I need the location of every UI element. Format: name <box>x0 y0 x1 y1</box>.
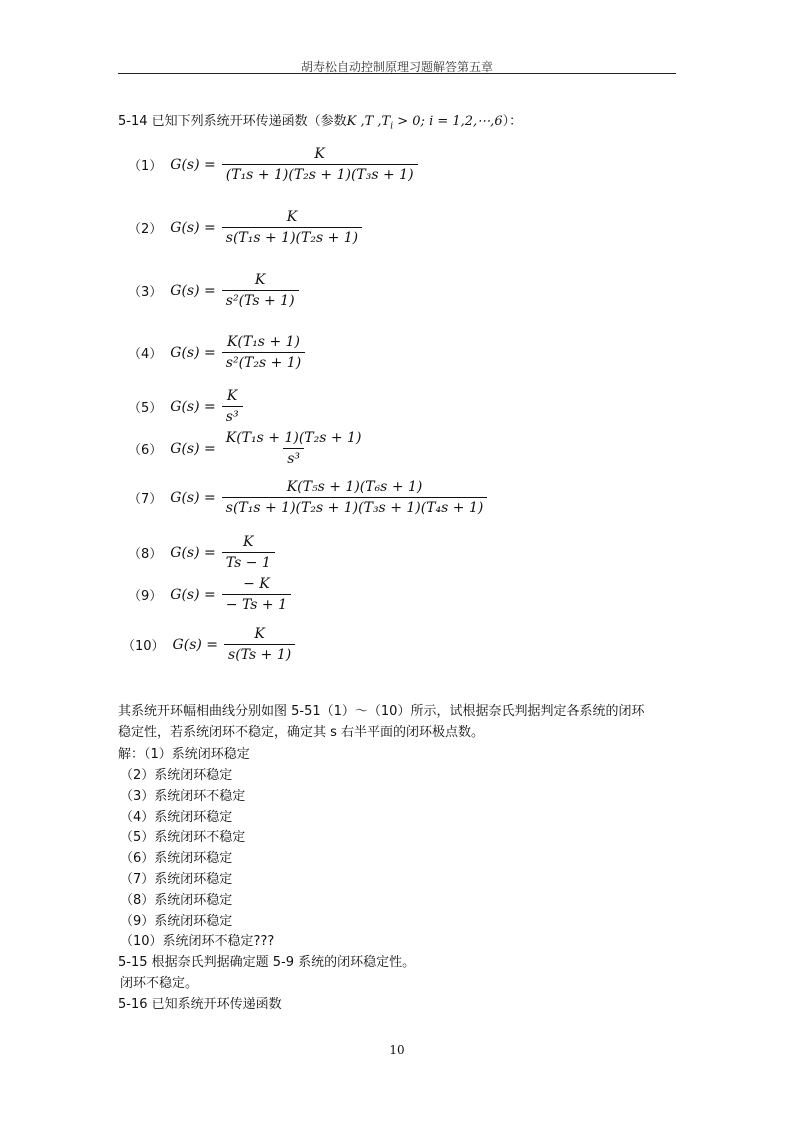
problem-5-14-title <box>118 110 522 132</box>
numerator: K(T₅s + 1)(T₆s + 1) <box>286 479 423 495</box>
answer-line: （6）系统闭环稳定 <box>120 851 233 866</box>
problem-title-text: 5-14 已知下列系统开环传递函数（参数 <box>118 114 347 129</box>
description-line: 其系统开环幅相曲线分别如图 5-51（1）～（10）所示，试根据奈氏判据判定各系统的闭环 <box>118 704 645 719</box>
fraction <box>222 430 366 467</box>
header-rule <box>118 73 676 74</box>
numerator: K <box>254 272 266 288</box>
denominator: (T₁s + 1)(T₂s + 1)(T₃s + 1) <box>222 164 418 183</box>
answer-line: （3）系统闭环不稳定 <box>120 789 246 804</box>
answer-line: （8）系统闭环稳定 <box>120 893 233 908</box>
fraction <box>222 479 488 516</box>
equation-5 <box>128 388 243 425</box>
denominator: s²(T₂s + 1) <box>222 352 305 371</box>
equation-7 <box>128 479 487 516</box>
equation-lhs: G(s) = <box>170 156 216 173</box>
answer-line: （5）系统闭环不稳定 <box>120 830 246 845</box>
answer-line: （2）系统闭环稳定 <box>120 768 233 783</box>
denominator: − Ts + 1 <box>222 594 291 613</box>
equation-lhs: G(s) = <box>170 398 216 415</box>
numerator: K <box>314 146 325 162</box>
equation-lhs: G(s) = <box>170 219 216 236</box>
problem-title-end: ）： <box>502 114 523 129</box>
fraction <box>222 272 299 309</box>
description-line: 稳定性，若系统闭环不稳定，确定其 s 右半平面的闭环极点数。 <box>118 725 485 740</box>
denominator: s(T₁s + 1)(T₂s + 1)(T₃s + 1)(T₄s + 1) <box>222 497 488 516</box>
fraction <box>222 209 362 246</box>
numerator: K(T₁s + 1) <box>226 334 300 350</box>
denominator: s³ <box>283 448 304 467</box>
equation-number: （5） <box>128 401 163 416</box>
numerator: K <box>226 388 238 404</box>
answer-line: 解：（1）系统闭环稳定 <box>118 747 250 762</box>
equation-lhs: G(s) = <box>170 489 216 506</box>
equation-3 <box>128 272 299 309</box>
numerator: K <box>286 209 298 225</box>
problem-5-16-question: 5-16 已知系统开环传递函数 <box>118 997 282 1012</box>
answer-line: （9）系统闭环稳定 <box>120 914 233 929</box>
answer-line: （7）系统闭环稳定 <box>120 872 233 887</box>
equation-number: （6） <box>128 443 163 458</box>
equation-number: （3） <box>128 285 163 300</box>
denominator: s²(Ts + 1) <box>222 290 299 309</box>
page-number: 10 <box>389 1043 405 1057</box>
numerator: K(T₁s + 1)(T₂s + 1) <box>225 430 362 446</box>
denominator: Ts − 1 <box>222 552 275 571</box>
equation-10 <box>122 626 295 663</box>
equation-2 <box>128 209 362 246</box>
denominator: s(Ts + 1) <box>224 644 295 663</box>
equation-8 <box>128 534 275 571</box>
equation-number: （7） <box>128 492 163 507</box>
problem-5-15-question: 5-15 根据奈氏判据确定题 5-9 系统的闭环稳定性。 <box>118 955 416 970</box>
equation-lhs: G(s) = <box>170 544 216 561</box>
equation-9 <box>128 576 291 613</box>
problem-title-subscript: i <box>390 121 394 132</box>
problem-5-15-answer: 闭环不稳定。 <box>120 976 199 991</box>
fraction <box>222 334 305 371</box>
equation-number: （8） <box>128 547 163 562</box>
fraction <box>222 534 275 571</box>
fraction <box>222 146 418 183</box>
equation-number: （10） <box>122 639 165 654</box>
problem-title-params: K ,T ,T <box>346 114 391 129</box>
equation-number: （4） <box>128 347 163 362</box>
answer-line: （10）系统闭环不稳定??? <box>120 934 275 949</box>
denominator: s(T₁s + 1)(T₂s + 1) <box>222 227 362 246</box>
equation-number: （1） <box>128 159 163 174</box>
answer-line: （4）系统闭环稳定 <box>120 810 233 825</box>
denominator: s³ <box>222 406 243 425</box>
fraction <box>222 388 243 425</box>
fraction <box>222 576 291 613</box>
problem-description <box>118 701 644 743</box>
equation-lhs: G(s) = <box>170 440 216 457</box>
numerator: K <box>243 534 254 550</box>
equation-number: （2） <box>128 222 163 237</box>
equation-1 <box>128 146 418 183</box>
numerator: − K <box>243 576 270 592</box>
equation-lhs: G(s) = <box>170 282 216 299</box>
page-header: 胡寿松自动控制原理习题解答第五章 <box>300 60 493 74</box>
equation-4 <box>128 334 305 371</box>
equation-number: （9） <box>128 589 163 604</box>
problem-title-condition: > 0; i = 1,2,⋯,6 <box>393 114 503 129</box>
equation-lhs: G(s) = <box>170 344 216 361</box>
numerator: K <box>254 626 265 642</box>
equation-lhs: G(s) = <box>170 586 216 603</box>
equation-lhs: G(s) = <box>172 636 219 653</box>
equation-6 <box>128 430 365 467</box>
fraction <box>224 626 295 663</box>
